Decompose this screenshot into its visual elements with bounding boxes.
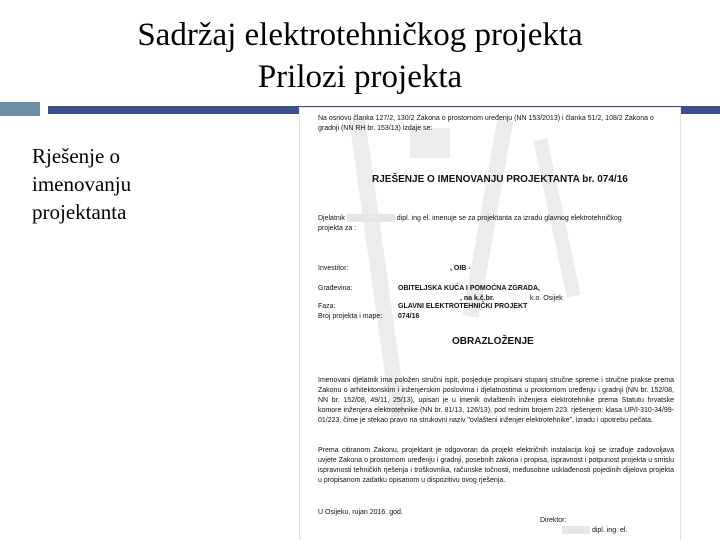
- paragraph-1: Imenovani djelatnik ima položen stručni ispit, posjeduje propisani stupanj stručne spreme i stručne prakse prema Zakonu o arhitektonskim i inženjerskim poslovima i djelatnostima u prostornom uređenju i gradnji (NN br. 152/08, NN br. 152/08, 49/11, 25/13), upisan je u imenik ovlaštenih inženjera elektrotehnike prema Statutu hrvatske komore inženjera elektrotehnike (NN br. 81/13, 126/13), pod rednim brojem 223. rješenjem: klasa UP/I-310-34/99-01/223, čime je stekao pravo na strukovni naziv "ovlašteni inženjer elektrotehnike", izradu i upotrebu pečata.: [318, 377, 674, 424]
- broj-label: Broj projekta i mape:: [318, 313, 383, 320]
- paragraph-2: Prema citiranom Zakonu, projektant je odgovoran da projekt električnih instalacija koji se izrađuje zadovoljava uvjete Zakona o prostornom uređenju i gradnji, posebnih zakona i propisa, ispravnost i potpunost projekta u smislu ispravnosti tehničkih rješenja i troškovnika, računske točnosti, međusobne usklađenosti pojedinih dijelova projekta u propisanom zadatku opisanom u dispozitivu ovog rješenja.: [318, 447, 674, 484]
- obrazlozenje-heading: OBRAZLOŽENJE: [452, 336, 534, 347]
- scanned-document: [300, 108, 680, 540]
- faza-label: Faza:: [318, 303, 336, 310]
- djelatnik-text: dipl. ing el. imenuje se za projektanta za izradu glavnog elektrotehničkog: [396, 215, 622, 222]
- direktor-line: [562, 526, 627, 536]
- doc-heading: RJEŠENJE O IMENOVANJU PROJEKTANTA br. 074/16: [372, 174, 628, 185]
- gradevina-value-1: OBITELJSKA KUĆA I POMOĆNA ZGRADA,: [398, 285, 540, 292]
- place-date: U Osijeku, rujan 2016. god.: [318, 509, 403, 516]
- watermark-shape: [349, 118, 407, 417]
- investitor-value: , OIB -: [450, 265, 471, 272]
- djelatnik-label: Djelatnik: [318, 215, 345, 222]
- slide-title-line-2: Prilozi projekta: [257, 59, 463, 95]
- faza-value: GLAVNI ELEKTROTEHNIČKI PROJEKT: [398, 303, 528, 310]
- slide-title-line-1: Sadržaj elektrotehničkog projekta: [137, 17, 583, 53]
- redacted-director: [562, 526, 590, 534]
- gradevina-label: Građevina:: [318, 285, 353, 292]
- direktor-label: Direktor:: [540, 517, 567, 524]
- direktor-value: dipl. ing. el.: [591, 527, 628, 534]
- gradevina-value-2: , na k.č.br.: [460, 295, 495, 302]
- gradevina-value-3: k.o. Osijek: [530, 295, 563, 302]
- investitor-label: Investitor:: [318, 265, 349, 272]
- side-caption: Rješenje o imenovanju projektanta: [32, 144, 132, 224]
- doc-intro: Na osnovu članka 127/2, 130/2 Zakona o prostornom uređenju (NN 153/2013) i članka 51/2, 108/2 Zakona o gradnji (NN RH br. 153/13) izdaje se:: [318, 115, 654, 132]
- broj-value: 074/16: [398, 313, 420, 320]
- redacted-name: [347, 214, 395, 222]
- djelatnik-line-2: projekta za :: [318, 225, 357, 232]
- accent-bar-left: [0, 102, 40, 116]
- djelatnik-line: [318, 214, 674, 224]
